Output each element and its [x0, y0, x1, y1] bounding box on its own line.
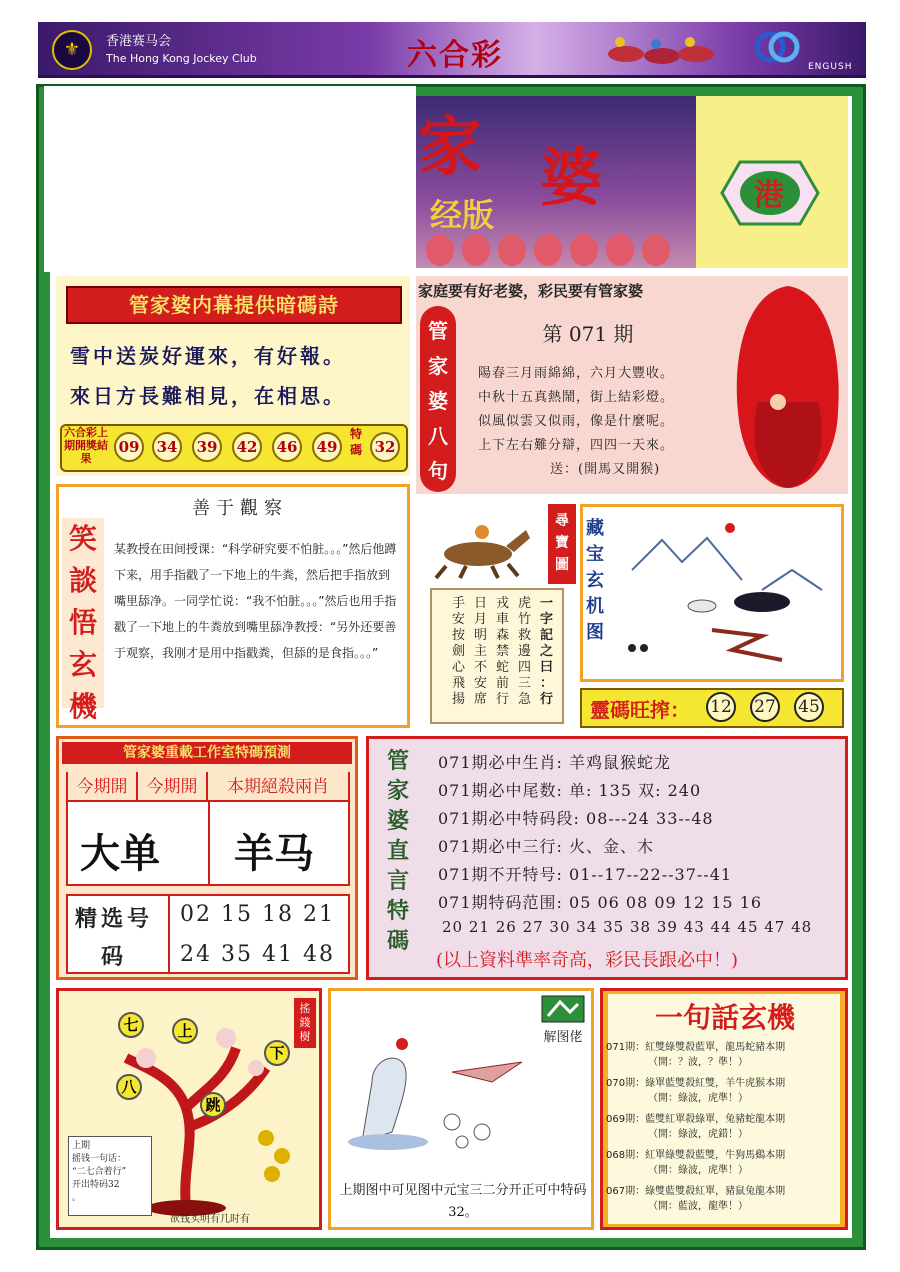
poem-line-2: 來日方長難相見，在相思。	[70, 384, 346, 408]
jockey-horse-icon	[426, 516, 536, 580]
scroll-column: 戎 車 森 禁 蛇 前 行	[496, 596, 510, 707]
eight-headline: 家庭要有好老婆，彩民要有管家婆	[418, 282, 644, 300]
direct-footer: (以上資料準率奇高，彩民長跟必中！)	[436, 950, 739, 971]
eight-line: 似風似雲又似雨，像是什麼呢。	[478, 414, 675, 429]
studio-big-1: 大单	[80, 830, 160, 877]
result-ball: 49	[312, 432, 342, 462]
riddle-illustration	[332, 992, 532, 1178]
tree-hint: 上期 摇钱一句话： “二七合着行” 开出特码32 。	[68, 1136, 152, 1216]
hk-badge: 港	[754, 178, 784, 213]
tree-fruit: 跳	[200, 1092, 226, 1118]
scroll-column: 日 月 明 主 不 安 席	[474, 596, 488, 707]
tree-fruit: 上	[172, 1018, 198, 1044]
direct-line: 071期必中特码段: 08---24 33--48	[438, 809, 714, 828]
scroll-column: 一 字 記 之 曰 ： 行	[540, 596, 554, 707]
racing-horses-icon	[600, 28, 720, 72]
banner-title-2: 婆	[540, 141, 603, 214]
direct-line: 071期必中三行: 火、金、木	[438, 837, 655, 856]
eight-line: 陽春三月雨綿綿，六月大豐收。	[478, 366, 675, 381]
eight-side-title: 管 家 婆 八 句	[420, 306, 456, 492]
lotus-decoration-icon	[420, 228, 690, 268]
english-link[interactable]: ENGUSH	[808, 62, 853, 72]
studio-title: 管家婆重載工作室特碼預測	[62, 742, 352, 764]
special-label: 特碼	[349, 427, 362, 457]
jockey-club-logo: ⚜	[52, 30, 92, 70]
banner-title-1: 家	[418, 110, 482, 185]
oneliner-entry: 067期：綠雙藍雙殺紅單，豬鼠兔龍本期 （開：藍波，龍準！）	[606, 1186, 786, 1212]
studio-header: 今期開	[68, 772, 138, 802]
direct-line: 071期不开特号: 01--17--22--37--41	[438, 865, 733, 884]
brand-en: The Hong Kong Jockey Club	[106, 52, 257, 65]
special-ball: 32	[370, 432, 400, 462]
result-ball: 42	[232, 432, 262, 462]
results-label: 六合彩上期開獎結果	[64, 426, 108, 465]
money-tree-tag: 搖 錢 樹	[294, 998, 316, 1048]
oneliner-entry: 071期：紅雙綠雙殺藍單，龍馬蛇豬本期 （開：？波，？準！）	[606, 1042, 786, 1068]
banner-subtitle: 经版	[430, 196, 495, 234]
tree-ask: 欲钱买明有几时有	[170, 1214, 250, 1225]
treasure-tag: 尋 寶 圖	[548, 504, 576, 584]
tree-fruit: 下	[264, 1040, 290, 1066]
eight-line: 中秋十五真熱鬧，街上結彩燈。	[478, 390, 675, 405]
pick-row-1: 02 15 18 21	[180, 902, 335, 927]
riddle-guy-icon	[540, 994, 586, 1024]
poem-line-1: 雪中送炭好運來，有好報。	[70, 344, 346, 368]
eight-line: 上下左右難分辯，四四一天來。	[478, 438, 675, 453]
oneliner-entry: 068期：紅單綠雙殺藍雙，牛狗馬鷄本期 （開：綠波，虎準！）	[606, 1150, 786, 1176]
bride-illustration	[728, 282, 846, 492]
lucky-ball: 12	[706, 692, 736, 722]
issue-number: 第 071 期	[542, 322, 634, 346]
brand-cn: 香港赛马会	[106, 34, 172, 49]
lucky-ball: 45	[794, 692, 824, 722]
result-ball: 34	[152, 432, 182, 462]
direct-line: 071期特码范围: 05 06 08 09 12 15 16	[438, 893, 763, 912]
direct-side-title: 管 家 婆 直 言 特 碼	[386, 748, 409, 954]
scroll-column: 手 安 按 劍 心 飛 揚	[452, 596, 466, 707]
treasure-map-illustration	[612, 510, 840, 678]
result-ball: 09	[114, 432, 144, 462]
studio-header: 今期開	[138, 772, 208, 802]
poem-title: 管家婆内幕提供暗碼詩	[66, 286, 402, 324]
result-ball: 39	[192, 432, 222, 462]
oneliner-entry: 070期：綠單藍雙殺紅雙，羊牛虎猴本期 （開：綠波，虎準！）	[606, 1078, 786, 1104]
joke-side-title: 笑 談 悟 玄 機	[62, 518, 104, 708]
scroll-column: 虎 竹 救 邊 四 三 急	[518, 596, 532, 707]
pick-label: 精选号码	[74, 906, 153, 970]
tree-fruit: 七	[118, 1012, 144, 1038]
studio-divider	[208, 802, 210, 884]
lucky-label: 靈碼旺搾：	[590, 698, 690, 722]
banner-blank	[44, 86, 416, 272]
joke-text: 某教授在田间授课：“科学研究要不怕脏。。。”然后他蹲下来，用手指戳了一下地上的牛粪，然后把手指放到嘴里舔净。一同学忙说：“我不怕脏。。。”然后也用手指戳了一下地上的牛粪放到嘴里舔净教授：“另外还要善于观察，我刚才是用中指戳粪，但舔的是食指。。。”	[114, 542, 397, 660]
direct-line: 20 21 26 27 30 34 35 38 39 43 44 45 47 48	[442, 918, 813, 936]
oneliner-title: 一句話玄機	[654, 1001, 795, 1034]
map-title: 藏 宝 玄 机 图	[586, 518, 604, 643]
lucky-ball: 27	[750, 692, 780, 722]
tree-fruit: 八	[116, 1074, 142, 1100]
riddle-text: 上期图中可见图中元宝三二分开正可中特码32。	[339, 1183, 587, 1220]
pick-row-2: 24 35 41 48	[180, 942, 335, 967]
riddle-label: 解图佬	[543, 1030, 583, 1045]
direct-line: 071期必中尾数: 单: 135 双: 240	[438, 781, 702, 800]
studio-big-2: 羊马	[234, 830, 314, 877]
page-title: 六合彩	[407, 38, 503, 73]
studio-header: 本期絕殺兩肖	[208, 772, 348, 802]
lottery-logo-icon	[752, 30, 802, 64]
eight-line: 送：(開馬又開猴)	[550, 462, 661, 477]
result-ball: 46	[272, 432, 302, 462]
oneliner-entry: 069期：藍雙紅單殺綠單，兔豬蛇龍本期 （開：綠波，虎錯！）	[606, 1114, 786, 1140]
pick-divider	[168, 896, 170, 972]
direct-line: 071期必中生肖: 羊鸡鼠猴蛇龙	[438, 753, 672, 772]
joke-title: 善于觀察	[192, 498, 288, 519]
